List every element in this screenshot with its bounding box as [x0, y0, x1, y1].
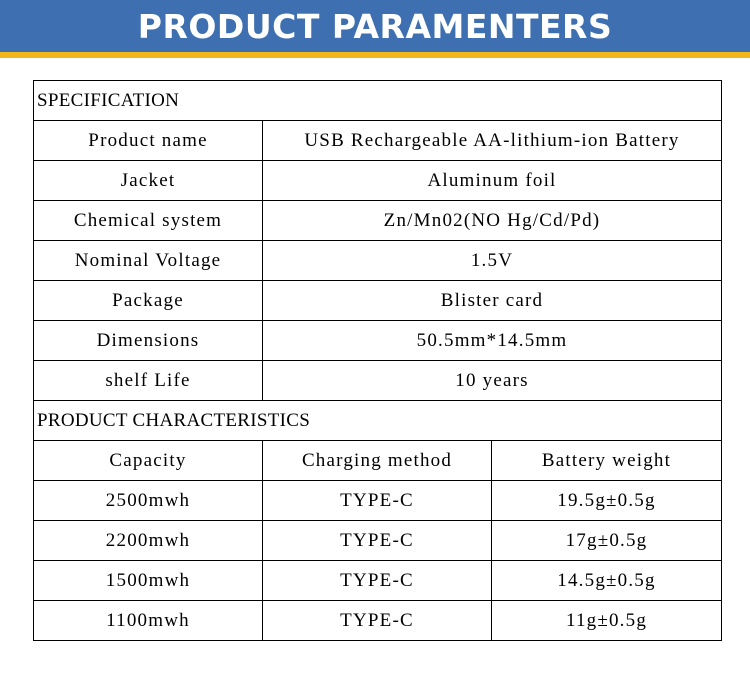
column-header-charging-method: Charging method	[263, 441, 492, 481]
spec-label: Product name	[34, 121, 263, 161]
capacity-cell: 1500mwh	[34, 561, 263, 601]
page-title: PRODUCT PARAMENTERS	[137, 6, 613, 46]
charging-method-cell: TYPE-C	[263, 561, 492, 601]
charging-method-cell: TYPE-C	[263, 521, 492, 561]
spec-label: shelf Life	[34, 361, 263, 401]
capacity-cell: 1100mwh	[34, 601, 263, 641]
spec-label: Chemical system	[34, 201, 263, 241]
table-row	[34, 561, 722, 601]
spec-row	[34, 201, 722, 241]
spec-value: USB Rechargeable AA-lithium-ion Battery	[263, 121, 722, 161]
spec-row	[34, 281, 722, 321]
spec-row	[34, 241, 722, 281]
column-header-battery-weight: Battery weight	[492, 441, 722, 481]
spec-label: Jacket	[34, 161, 263, 201]
charging-method-cell: TYPE-C	[263, 601, 492, 641]
header-accent-stripe	[0, 52, 750, 58]
header-banner	[0, 0, 750, 52]
charging-method-cell: TYPE-C	[263, 481, 492, 521]
column-header-capacity: Capacity	[34, 441, 263, 481]
battery-weight-cell: 19.5g±0.5g	[492, 481, 722, 521]
capacity-cell: 2200mwh	[34, 521, 263, 561]
characteristics-section-header-row	[34, 401, 722, 441]
characteristics-section-title: PRODUCT CHARACTERISTICS	[34, 401, 722, 441]
spec-value: 50.5mm*14.5mm	[263, 321, 722, 361]
battery-weight-cell: 14.5g±0.5g	[492, 561, 722, 601]
spec-label: Dimensions	[34, 321, 263, 361]
capacity-cell: 2500mwh	[34, 481, 263, 521]
spec-section-header-row	[34, 81, 722, 121]
table-row	[34, 521, 722, 561]
spec-value: Zn/Mn02(NO Hg/Cd/Pd)	[263, 201, 722, 241]
battery-weight-cell: 11g±0.5g	[492, 601, 722, 641]
spec-value: 1.5V	[263, 241, 722, 281]
specification-section-title: SPECIFICATION	[34, 81, 722, 121]
characteristics-column-header-row	[34, 441, 722, 481]
battery-weight-cell: 17g±0.5g	[492, 521, 722, 561]
spec-value: Aluminum foil	[263, 161, 722, 201]
spec-row	[34, 161, 722, 201]
spec-value: 10 years	[263, 361, 722, 401]
spec-row	[34, 361, 722, 401]
spec-table	[33, 80, 722, 641]
spec-row	[34, 321, 722, 361]
spec-label: Nominal Voltage	[34, 241, 263, 281]
table-row	[34, 601, 722, 641]
spec-label: Package	[34, 281, 263, 321]
spec-row	[34, 121, 722, 161]
table-row	[34, 481, 722, 521]
spec-value: Blister card	[263, 281, 722, 321]
